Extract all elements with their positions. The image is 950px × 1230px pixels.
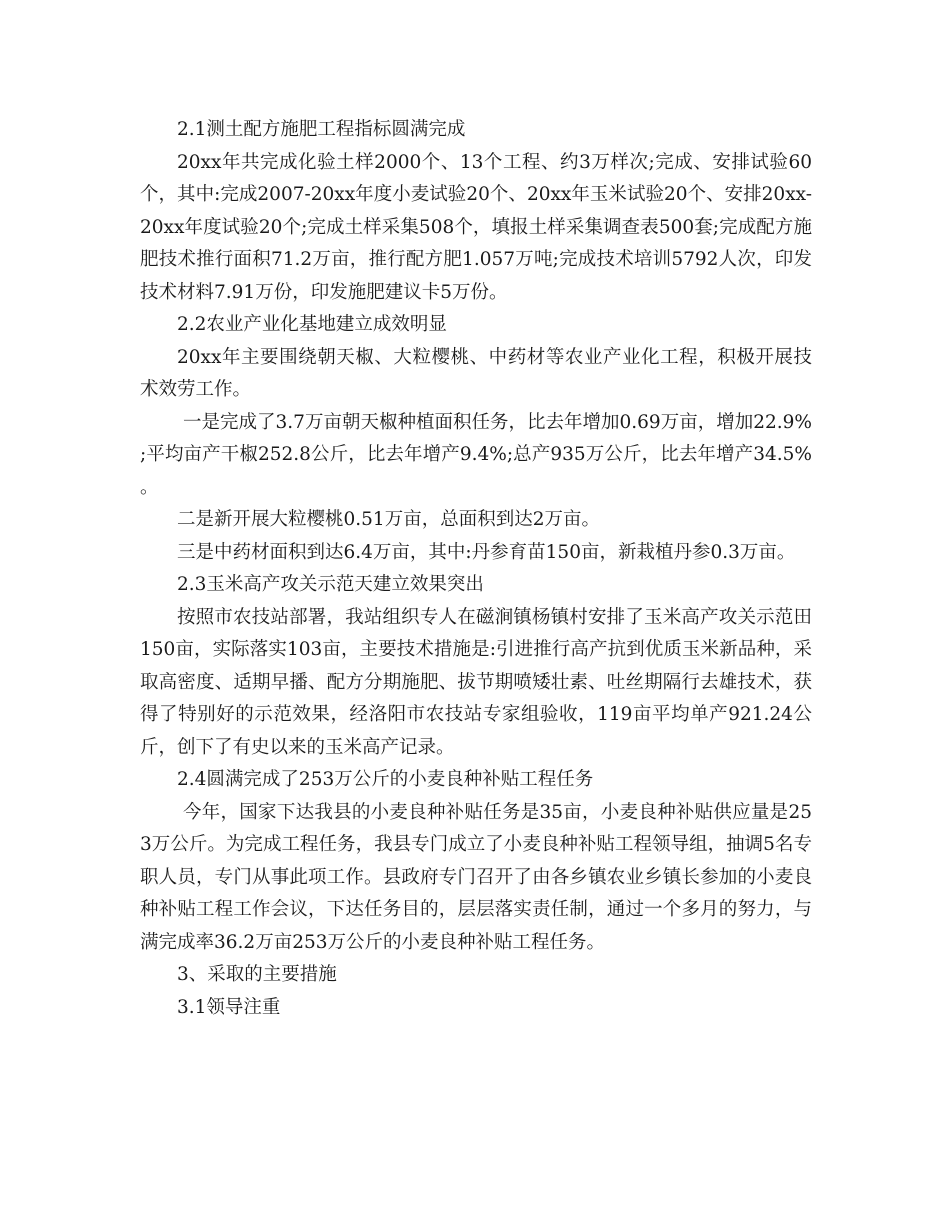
- paragraph-herbs: 三是中药材面积到达6.4万亩，其中:丹参育苗150亩，新栽植丹参0.3万亩。: [177, 541, 796, 563]
- paragraph-cherry: 二是新开展大粒樱桃0.51万亩，总面积到达2万亩。: [177, 509, 600, 530]
- paragraph-corn: 按照市农技站部署，我站组织专人在磁涧镇杨镇村安排了玉米高产攻关示范田150亩，实际落实103亩，主要技术措施是:引进推行高产抗到优质玉米新品种，采取高密度、适期早播、配方分期施肥、拔节期喷矮壮素、吐丝期隔行去雄技术，获得了特别好的示范效果，经洛阳市农技站专家组验收，119亩平均单产921.24公斤，创下了有史以来的玉米高产记录。: [140, 606, 812, 758]
- paragraph-wheat-subsidy: 今年，国家下达我县的小麦良种补贴任务是35亩，小麦良种补贴供应量是253万公斤。为完成工程任务，我县专门成立了小麦良种补贴工程领导组，抽调5名专职人员，专门从事此项工作。县政府专门召开了由各乡镇农业乡镇长参加的小麦良种补贴工程工作会议，下达任务目的，层层落实责任制，通过一个多月的努力，与满完成率36.2万亩253万公斤的小麦良种补贴工程任务。: [140, 801, 812, 953]
- section-heading-2-3: 2.3玉米高产攻关示范天建立效果突出: [177, 574, 484, 595]
- section-heading-3: 3、采取的主要措施: [177, 964, 337, 985]
- paragraph-industrialization: 20xx年主要围绕朝天椒、大粒樱桃、中药材等农业产业化工程，积极开展技术效劳工作。: [140, 346, 812, 400]
- document-body: [140, 114, 812, 1024]
- section-heading-2-4: 2.4圆满完成了253万公斤的小麦良种补贴工程任务: [177, 769, 594, 790]
- paragraph-pepper: 一是完成了3.7万亩朝天椒种植面积任务，比去年增加0.69万亩，增加22.9%;平均亩产干椒252.8公斤，比去年增产9.4%;总产935万公斤，比去年增产34.5%。: [140, 411, 812, 498]
- section-heading-2-1: 2.1测土配方施肥工程指标圆满完成: [177, 119, 466, 140]
- section-heading-3-1: 3.1领导注重: [177, 996, 281, 1018]
- paragraph-soil-testing: 20xx年共完成化验土样2000个、13个工程、约3万样次;完成、安排试验60个，其中:完成2007-20xx年度小麦试验20个、20xx年玉米试验20个、安排20xx-20xx年度试验20个;完成土样采集508个，填报土样采集调查表500套;完成配方施肥技术推行面积71.2万亩，推行配方肥1.057万吨;完成技术培训5792人次，印发技术材料7.91万份，印发施肥建议卡5万份。: [140, 151, 812, 303]
- section-heading-2-2: 2.2农业产业化基地建立成效明显: [177, 314, 447, 335]
